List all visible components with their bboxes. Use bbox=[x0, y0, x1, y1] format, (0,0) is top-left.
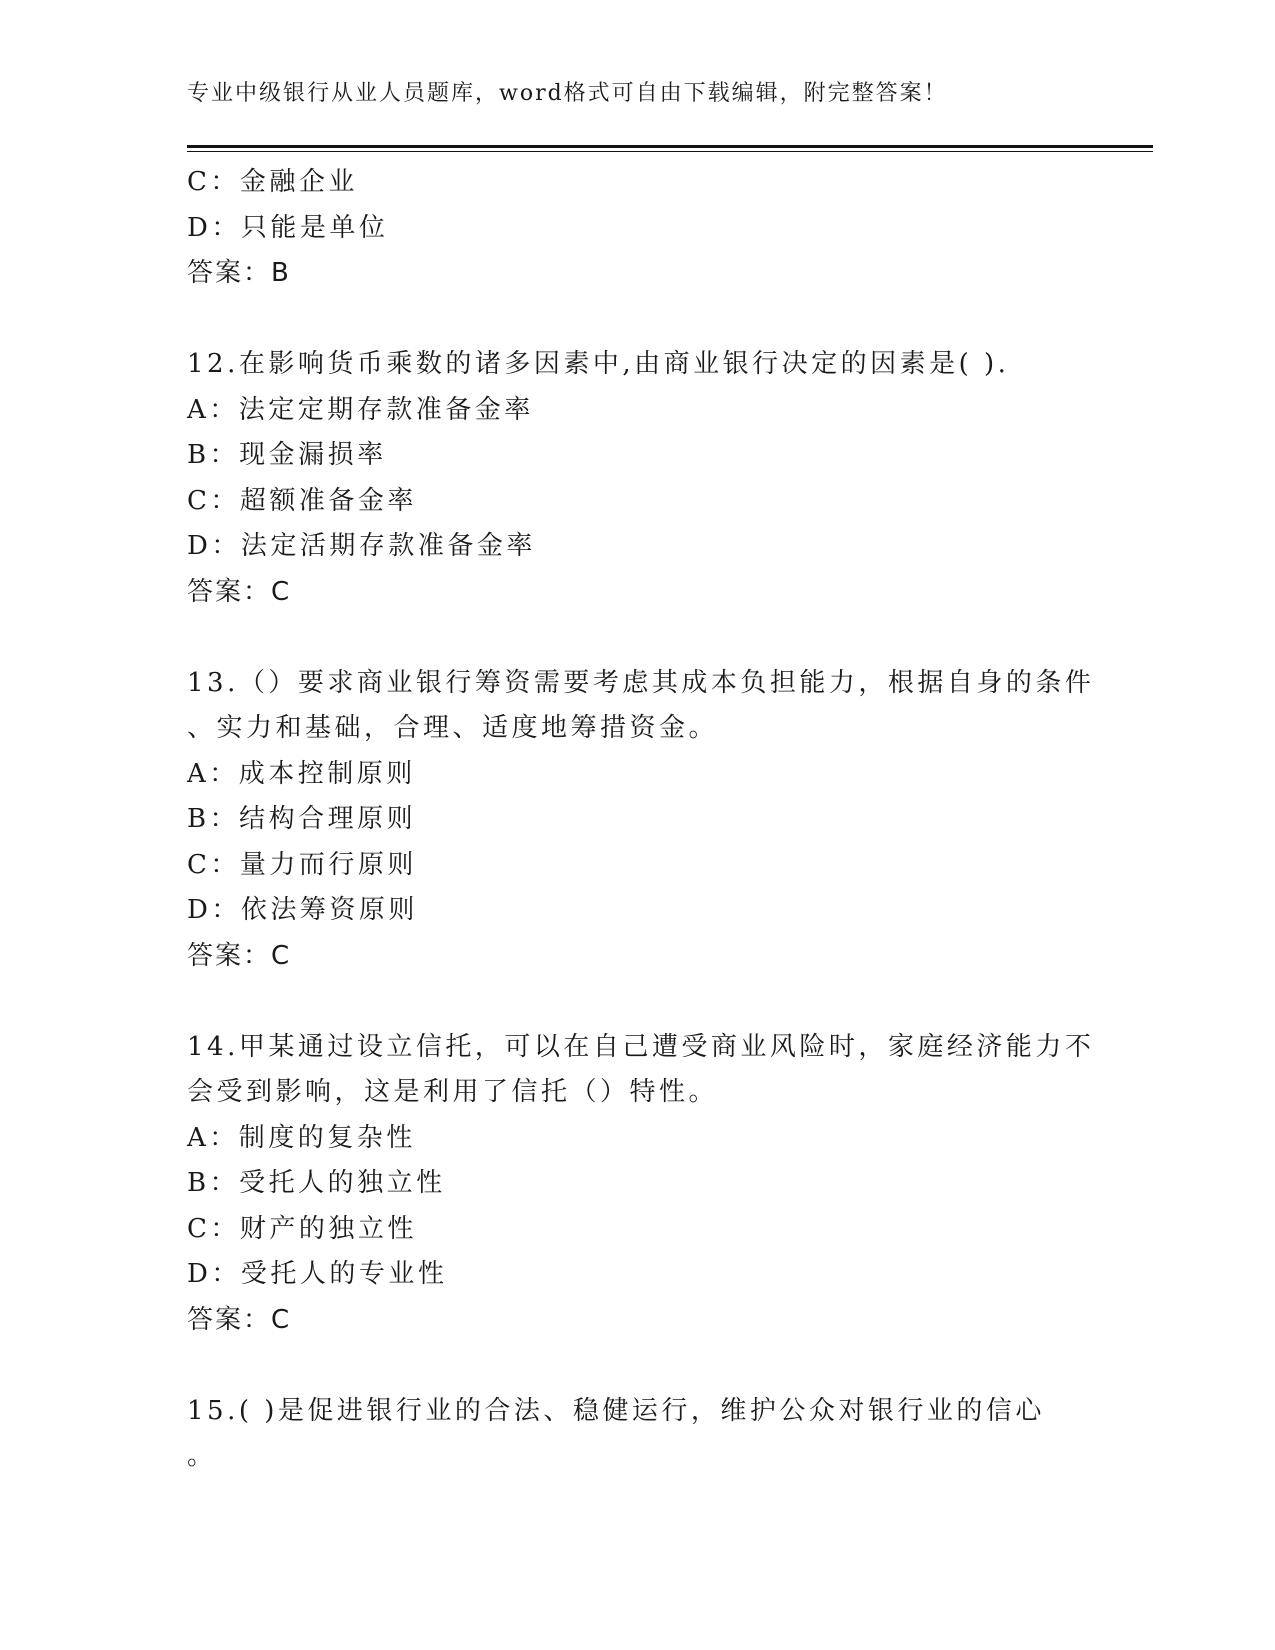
option-d: D：只能是单位 bbox=[187, 212, 389, 243]
answer-line: 答案：C bbox=[187, 1304, 292, 1335]
question-stem-cont: 、实力和基础，合理、适度地筹措资金。 bbox=[187, 713, 719, 743]
header-rule-thin bbox=[187, 151, 1153, 152]
question-stem: 13.（）要求商业银行筹资需要考虑其成本负担能力，根据自身的条件 bbox=[187, 667, 1095, 698]
option-b: B：受托人的独立性 bbox=[187, 1168, 446, 1198]
answer-line: 答案：C bbox=[187, 940, 292, 971]
option-c: C：量力而行原则 bbox=[187, 849, 417, 880]
question-stem-cont: 会受到影响，这是利用了信托（）特性。 bbox=[187, 1077, 719, 1107]
option-c: C：金融企业 bbox=[187, 167, 358, 197]
prev-question-tail bbox=[187, 160, 1087, 297]
answer-line: 答案：C bbox=[187, 576, 292, 607]
option-b: B：现金漏损率 bbox=[187, 440, 387, 470]
option-a: A：制度的复杂性 bbox=[187, 1122, 416, 1153]
question-15 bbox=[187, 1389, 1087, 1480]
page-header: 专业中级银行从业人员题库，word格式可自由下载编辑，附完整答案！ bbox=[187, 81, 948, 106]
option-a: A：成本控制原则 bbox=[187, 758, 416, 789]
option-a: A：法定定期存款准备金率 bbox=[187, 394, 534, 425]
question-stem: 14.甲某通过设立信托，可以在自己遭受商业风险时，家庭经济能力不 bbox=[187, 1031, 1095, 1062]
option-d: D：受托人的专业性 bbox=[187, 1259, 448, 1289]
option-d: D：法定活期存款准备金率 bbox=[187, 531, 536, 561]
question-14 bbox=[187, 1025, 1095, 1344]
option-b: B：结构合理原则 bbox=[187, 804, 417, 834]
spacer bbox=[187, 615, 1087, 661]
answer-line: 答案：B bbox=[187, 258, 291, 288]
option-c: C：超额准备金率 bbox=[187, 485, 417, 516]
question-12 bbox=[187, 342, 1087, 615]
header-rule-thick bbox=[187, 145, 1153, 148]
option-d: D：依法筹资原则 bbox=[187, 895, 418, 925]
question-stem-cont: 。 bbox=[187, 1441, 217, 1471]
question-stem: 15.( )是促进银行业的合法、稳健运行，维护公众对银行业的信心 bbox=[187, 1395, 1045, 1426]
question-stem: 12.在影响货币乘数的诸多因素中,由商业银行决定的因素是( ). bbox=[187, 349, 1010, 379]
spacer bbox=[187, 979, 1087, 1025]
document-body bbox=[187, 160, 1095, 1480]
spacer bbox=[187, 297, 1087, 343]
spacer bbox=[187, 1343, 1087, 1389]
question-13 bbox=[187, 661, 1095, 980]
option-c: C：财产的独立性 bbox=[187, 1213, 417, 1244]
